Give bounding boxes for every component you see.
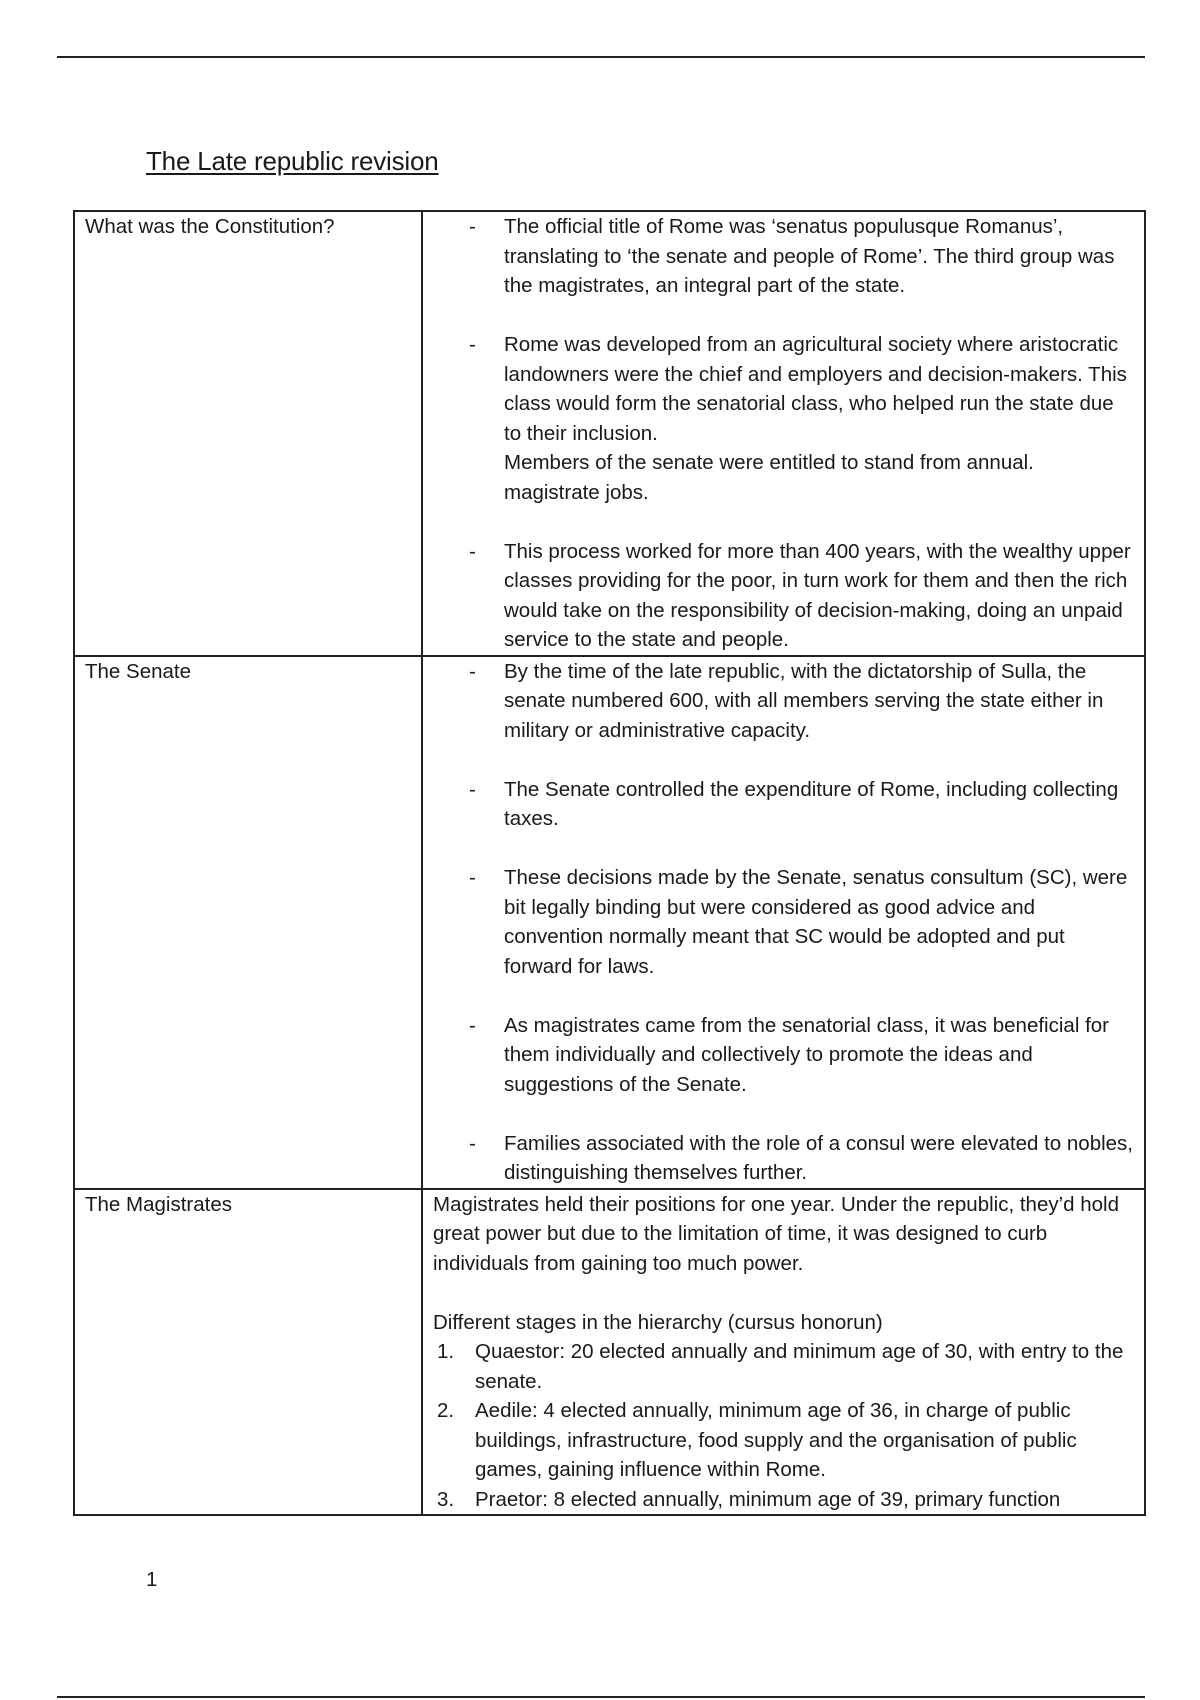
bullet-dash: - bbox=[469, 215, 476, 238]
row-label-cell bbox=[74, 1189, 422, 1516]
list-item bbox=[423, 330, 1144, 507]
bullet-text: These decisions made by the Senate, senatus consultum (SC), were bit legally binding but were considered as good advice and convention normally meant that SC would be adopted and put forward for laws. bbox=[504, 866, 1128, 978]
footer-rule bbox=[57, 1696, 1145, 1698]
list-item bbox=[423, 1129, 1144, 1188]
bullet-text: As magistrates came from the senatorial class, it was beneficial for them individually and collectively to promote the ideas and suggestions of the Senate. bbox=[504, 1013, 1109, 1096]
bullet-text: The Senate controlled the expenditure of Rome, including collecting taxes. bbox=[504, 777, 1119, 830]
bullet-continuation: Members of the senate were entitled to stand from annual. magistrate jobs. bbox=[504, 451, 1034, 504]
list-item bbox=[423, 775, 1144, 834]
bullet-dash: - bbox=[469, 866, 476, 889]
row-label: What was the Constitution? bbox=[85, 215, 335, 238]
list-item bbox=[423, 1396, 1144, 1485]
list-item-text: Aedile: 4 elected annually, minimum age of 36, in charge of public buildings, infrastructure, food supply and the organisation of public games, gaining influence within Rome. bbox=[475, 1399, 1077, 1481]
table-row-magistrates bbox=[74, 1189, 1145, 1516]
row-content-cell bbox=[422, 1189, 1145, 1516]
bullet-dash: - bbox=[469, 1013, 476, 1037]
bullet-list bbox=[423, 212, 1144, 655]
header-rule bbox=[57, 56, 1145, 58]
bullet-text: By the time of the late republic, with the dictatorship of Sulla, the senate numbered 600, with all members serving the state either in military or administrative capacity. bbox=[504, 659, 1104, 742]
row-content-cell bbox=[422, 656, 1145, 1189]
row-label-cell bbox=[74, 211, 422, 656]
list-item-text: Praetor: 8 elected annually, minimum age of 39, primary function bbox=[475, 1487, 1061, 1511]
list-item bbox=[423, 1337, 1144, 1396]
bullet-text: This process worked for more than 400 years, with the wealthy upper classes providing for the poor, in turn work for them and then the rich would take on the responsibility of decision-making, doing an unpaid service to the state and people. bbox=[504, 539, 1131, 651]
list-item bbox=[423, 1485, 1144, 1515]
list-number: 1. bbox=[437, 1340, 455, 1363]
hierarchy-list bbox=[423, 1337, 1144, 1514]
bullet-text: The official title of Rome was ‘senatus populusque Romanus’, translating to ‘the senate and people of Rome’. The third group was the magistrates, an integral part of the state. bbox=[504, 215, 1115, 297]
row-label-cell bbox=[74, 656, 422, 1189]
row-content-cell bbox=[422, 211, 1145, 656]
row-label: The Magistrates bbox=[85, 1192, 232, 1216]
bullet-dash: - bbox=[469, 539, 476, 563]
document-title: The Late republic revision bbox=[146, 146, 439, 176]
bullet-dash: - bbox=[469, 777, 476, 801]
list-item-text: Quaestor: 20 elected annually and minimum age of 30, with entry to the senate. bbox=[475, 1340, 1124, 1393]
list-number: 3. bbox=[437, 1487, 455, 1511]
list-item bbox=[423, 537, 1144, 655]
list-item bbox=[423, 863, 1144, 981]
page-number: 1 bbox=[146, 1568, 158, 1591]
table-row-constitution bbox=[74, 211, 1145, 656]
bullet-text: Rome was developed from an agricultural society where aristocratic landowners were the chief and employers and decision-makers. This class would form the senatorial class, who helped run the state due to their inclusion. bbox=[504, 333, 1127, 445]
hierarchy-heading: Different stages in the hierarchy (cursus honorun) bbox=[433, 1310, 883, 1334]
bullet-dash: - bbox=[469, 659, 476, 683]
list-item bbox=[423, 1011, 1144, 1100]
list-number: 2. bbox=[437, 1399, 455, 1422]
revision-table bbox=[73, 210, 1146, 1516]
bullet-dash: - bbox=[469, 1131, 476, 1155]
bullet-text: Families associated with the role of a consul were elevated to nobles, distinguishing themselves further. bbox=[504, 1131, 1134, 1184]
magistrates-intro: Magistrates held their positions for one year. Under the republic, they’d hold great power but due to the limitation of time, it was designed to curb individuals from gaining too much power. bbox=[433, 1192, 1119, 1275]
row-label: The Senate bbox=[85, 659, 191, 683]
list-item bbox=[423, 657, 1144, 746]
table-row-senate bbox=[74, 656, 1145, 1189]
list-item bbox=[423, 212, 1144, 301]
bullet-list bbox=[423, 657, 1144, 1188]
bullet-dash: - bbox=[469, 333, 476, 356]
